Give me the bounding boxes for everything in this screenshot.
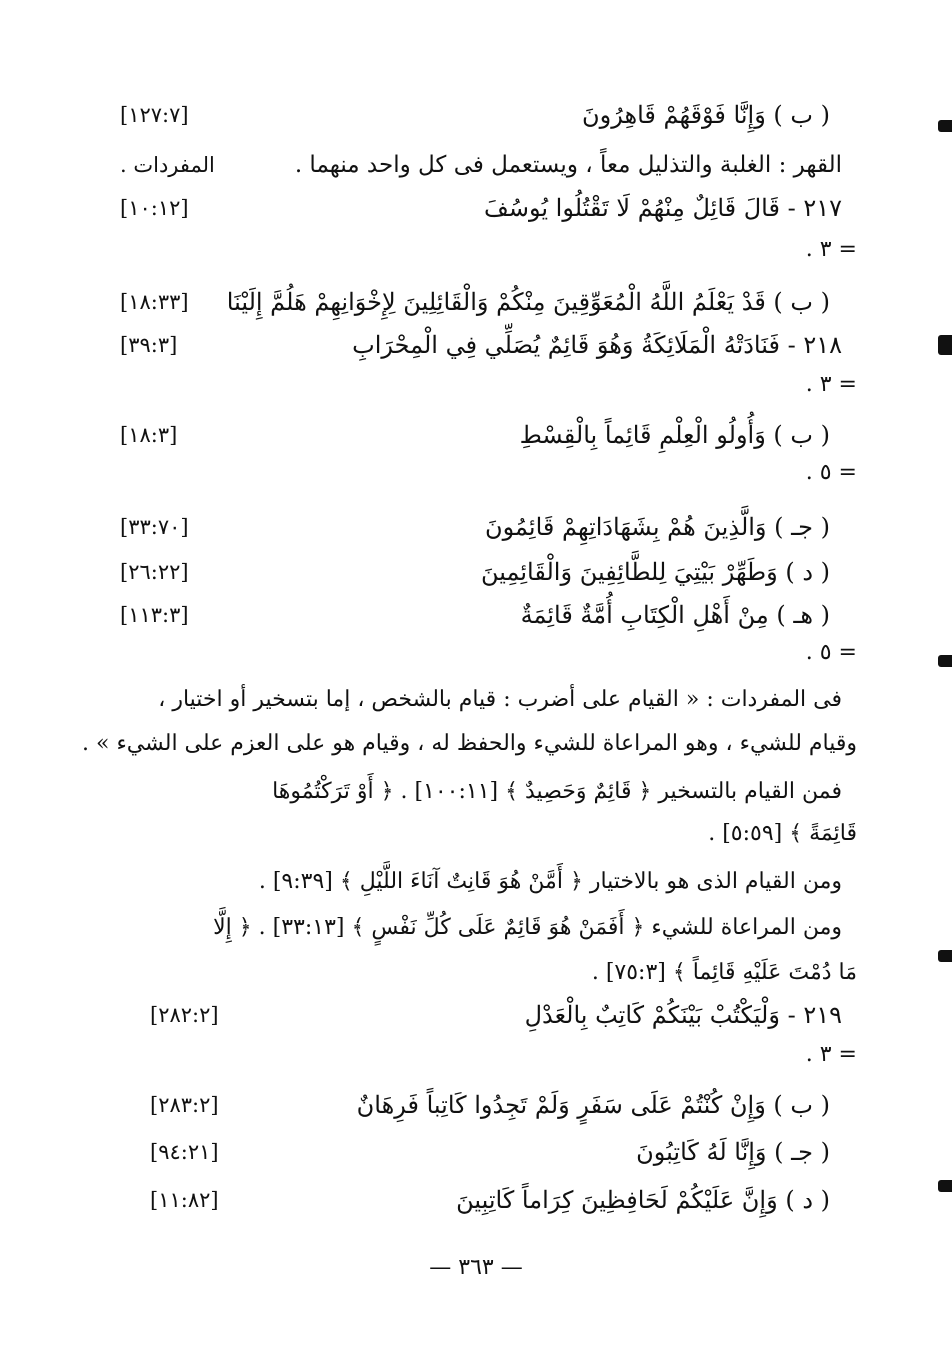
entry-line [120, 995, 842, 1035]
count-marker: = ٥ . [805, 640, 857, 665]
entry-line [120, 188, 842, 228]
verse-line [120, 282, 842, 322]
verse-reference: [١٨:٣] [120, 423, 178, 447]
verse-reference: [٣٣:٧٠] [120, 515, 189, 539]
verse-line [120, 1180, 842, 1220]
count-marker: = ٥ . [805, 460, 857, 485]
verse-reference: [٩٤:٢١] [150, 1140, 219, 1164]
verse-text: ( د ) وَطَهِّرْ بَيْتِيَ لِلطَّائِفِينَ وَالْقَائِمِينَ [480, 558, 830, 586]
margin-mark [938, 120, 952, 132]
verse-text: ( ب ) وَإِنْ كُنْتُمْ عَلَى سَفَرٍ وَلَمْ تَجِدُوا كَاتِباً فَرِهَانٌ [356, 1091, 830, 1119]
verse-text: ( جـ ) وَالَّذِينَ هُمْ بِشَهَادَاتِهِمْ قَائِمُونَ [484, 513, 830, 541]
verse-reference: [٢٦:٢٢] [120, 560, 189, 584]
source-reference: المفردات . [120, 153, 215, 177]
verse-line [120, 507, 842, 547]
commentary-line: قَائِمَةً ﴾ [٥:٥٩] . [708, 821, 857, 846]
verse-reference: [١١:٨٢] [150, 1188, 219, 1212]
verse-reference: [١٠:١٢] [120, 196, 189, 220]
verse-line [120, 595, 842, 635]
definition-line [120, 145, 842, 185]
verse-text: ( ب ) وَأُولُو الْعِلْمِ قَائِماً بِالْقِسْطِ [519, 421, 830, 449]
margin-mark [938, 335, 952, 355]
commentary-line: فى المفردات : « القيام على أضرب : قيام بالشخص ، إما بتسخير أو اختيار ، [158, 687, 842, 712]
commentary-line: ومن المراعاة للشيء ﴿ أَفَمَنْ هُوَ قَائِمٌ عَلَى كُلِّ نَفْسٍ ﴾ [٣٣:١٣] . ﴿ إِلَّا [213, 915, 842, 940]
verse-reference: [٣٩:٣] [120, 333, 178, 357]
entry-text: ٢١٨ - فَنَادَتْهُ الْمَلَائِكَةُ وَهُوَ قَائِمٌ يُصَلِّي فِي الْمِحْرَابِ [352, 331, 842, 359]
verse-text: ( ب ) قَدْ يَعْلَمُ اللَّهُ الْمُعَوِّقِينَ مِنْكُمْ وَالْقَائِلِينَ لِإِخْوَانِهِمْ هَلُمَّ إِلَيْنَا [226, 288, 830, 316]
verse-reference: [١٨:٣٣] [120, 290, 189, 314]
verse-line [120, 552, 842, 592]
count-marker: = ٣ . [805, 372, 857, 397]
verse-text: ( جـ ) وَإِنَّا لَهُ كَاتِبُونَ [636, 1138, 830, 1166]
count-marker: = ٣ . [805, 1042, 857, 1067]
verse-line [120, 95, 842, 135]
verse-text: ( د ) وَإِنَّ عَلَيْكُمْ لَحَافِظِينَ كِرَاماً كَاتِبِينَ [456, 1186, 830, 1214]
margin-mark [938, 1180, 952, 1192]
verse-line [120, 415, 842, 455]
verse-line [120, 1085, 842, 1125]
verse-reference: [١١٣:٣] [120, 603, 189, 627]
page-number: — ٣٦٣ — [429, 1255, 523, 1280]
verse-text: ( ب ) وَإِنَّا فَوْقَهُمْ قَاهِرُونَ [582, 101, 830, 129]
entry-text: ٢١٧ - قَالَ قَائِلٌ مِنْهُمْ لَا تَقْتُلُوا يُوسُفَ [484, 194, 842, 222]
entry-text: ٢١٩ - وَلْيَكْتُبْ بَيْنَكُمْ كَاتِبٌ بِالْعَدْلِ [524, 1001, 842, 1029]
verse-text: ( هـ ) مِنْ أَهْلِ الْكِتَابِ أُمَّةٌ قَائِمَةٌ [520, 601, 830, 629]
margin-mark [938, 950, 952, 962]
commentary-line: ومن القيام الذى هو بالاختيار ﴿ أَمَّنْ هُوَ قَانِتٌ آنَاءَ اللَّيْلِ ﴾ [٩:٣٩] . [258, 869, 842, 894]
commentary-line: وقيام للشيء ، وهو المراعاة للشيء والحفظ له ، وقيام هو على العزم على الشيء » . [82, 731, 857, 756]
entry-line [120, 325, 842, 365]
verse-reference: [٢٨٣:٢] [150, 1093, 219, 1117]
count-marker: = ٣ . [805, 237, 857, 262]
verse-reference: [١٢٧:٧] [120, 103, 189, 127]
commentary-line: مَا دُمْتَ عَلَيْهِ قَائِماً ﴾ [٧٥:٣] . [591, 960, 857, 985]
commentary-line: فمن القيام بالتسخير ﴿ قَائِمٌ وَحَصِيدٌ ﴾ [١٠٠:١١] . ﴿ أَوْ تَرَكْتُمُوهَا [272, 779, 842, 804]
margin-mark [938, 655, 952, 667]
verse-reference: [٢٨٢:٢] [150, 1003, 219, 1027]
verse-line [120, 1132, 842, 1172]
definition-text: القهر : الغلبة والتذليل معاً ، ويستعمل فى كل واحد منهما . [294, 152, 842, 178]
